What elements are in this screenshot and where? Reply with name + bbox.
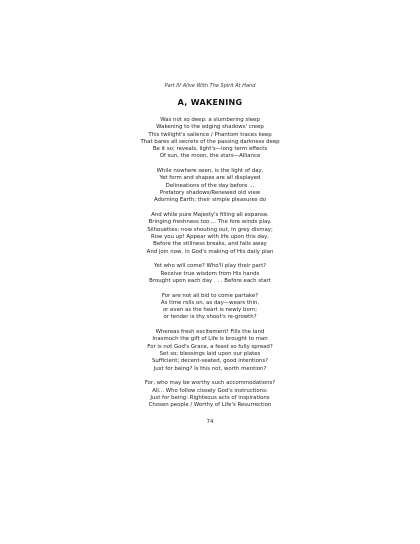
poem-line: Receive true wisdom from His hands bbox=[160, 270, 260, 277]
poem-line: For, who may be worthy such accommodations? bbox=[144, 380, 276, 387]
poem-line: As time rolls on, as day—wears thin, bbox=[160, 299, 260, 306]
poem-line: Whereas fresh excitement! Fills the land bbox=[155, 329, 265, 336]
poem-line: Was not so deep: a slumbering sleep bbox=[160, 117, 260, 123]
poem-line: Bringing freshness too ... The fore winds play. bbox=[148, 219, 272, 226]
poem-line: For is not God's Grace, a feast so fully spread? bbox=[147, 343, 273, 350]
stanza bbox=[0, 293, 420, 322]
poem-line: All... Who follow closely God's instructions: bbox=[152, 387, 268, 394]
poem-line: or tender is thy shoot's re-growth? bbox=[163, 314, 257, 321]
poem-line: Be it so; reveals, light's—long term effects bbox=[152, 146, 268, 153]
poem-line: Set so; blessings laid upon our plates bbox=[159, 350, 261, 357]
poem-title: A, WAKENING bbox=[177, 98, 243, 107]
poem-line: That bares all secrets of the passing darkness deep bbox=[140, 138, 280, 145]
stanza bbox=[0, 212, 420, 256]
stanza bbox=[0, 263, 420, 285]
poem-body bbox=[0, 117, 420, 417]
stanza bbox=[0, 117, 420, 161]
poem-line: And join now, in God's making of His daily plan bbox=[146, 248, 274, 255]
poem-line: or even as the heart is newly born; bbox=[162, 307, 258, 314]
poem-line: Just for being: Righteous acts of inspirations bbox=[150, 394, 270, 401]
poem-line: For are not all bid to come partake? bbox=[161, 292, 259, 299]
running-head: Part IV Alive With The Spirit At Hand bbox=[164, 83, 256, 89]
poem-line: Just for being? Is this not, worth mention? bbox=[153, 365, 267, 372]
poem-line: This twilight's salience / Phantom traces keep bbox=[148, 131, 272, 138]
poem-line: Delineations of the day before ... bbox=[165, 182, 255, 189]
poem-line: And while pure Majesty's filling all expanse. bbox=[151, 212, 269, 219]
stanza bbox=[0, 380, 420, 409]
poem-line: Rise you up! Appear with life upon this day, bbox=[150, 233, 269, 240]
poem-line: Chosen people / Worthy of Life's Resurrection bbox=[148, 402, 272, 409]
stanza bbox=[0, 168, 420, 204]
poem-line: Of sun, the moon, the stars—Alliance bbox=[159, 153, 261, 160]
poem-line: Silhouettes; now shouting out, in grey dismay; bbox=[147, 226, 273, 233]
poem-line: Yet who will come? Who'll play their part? bbox=[153, 263, 267, 270]
poem-line: Adorning Earth; their simple pleasures do bbox=[153, 197, 267, 204]
poem-line: Before the stillness breaks, and falls away bbox=[153, 241, 267, 248]
poem-line: While nowhere seen, is the light of day, bbox=[156, 168, 264, 175]
poem-line: Inasmuch the gift of Life is brought to man bbox=[152, 336, 268, 343]
poem-line: Prefatory shadows/Renewed old view bbox=[159, 190, 261, 197]
stanza bbox=[0, 329, 420, 373]
page-number: 74 bbox=[206, 419, 214, 425]
poem-line: Yet form and shapes are all displayed bbox=[159, 175, 261, 182]
poem-line: Wakening to the edging shadows' creep bbox=[156, 124, 264, 131]
poem-line: Brought upon each day . . . Before each start bbox=[149, 277, 271, 284]
poem-line: Sufficient; decent-seated, good intentions? bbox=[152, 358, 268, 365]
